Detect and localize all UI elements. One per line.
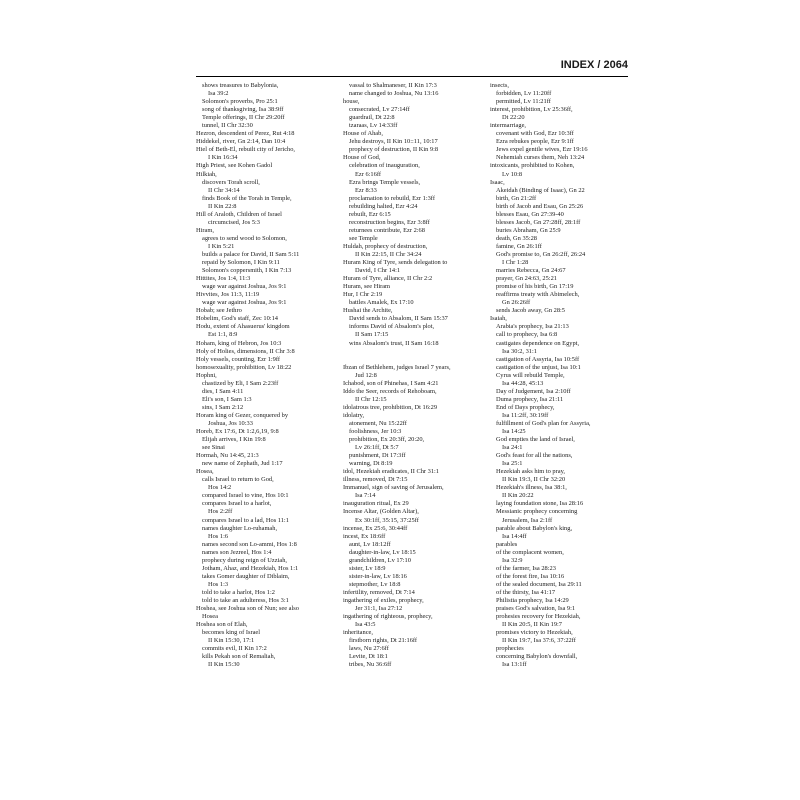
index-subentry: II Kin 20:22 <box>502 492 534 500</box>
index-subentry: Lv 26:1ff, Dt 5:7 <box>355 444 399 452</box>
index-subentry: Ex 30:1ff, 35:15, 37:25ff <box>355 516 419 524</box>
index-subentry: compares Israel to a harlot, <box>202 500 272 508</box>
index-subentry: promises victory to Hezekiah, <box>496 629 573 637</box>
index-entry: Incense Altar, (Golden Altar), <box>343 508 419 516</box>
index-subentry: see Sinai <box>202 444 225 452</box>
index-entry: idolatry, <box>343 411 365 419</box>
index-entry: Hormah, Nu 14:45, 21:3 <box>196 452 259 460</box>
index-subentry: Day of Judgement, Isa 2:10ff <box>496 387 571 395</box>
index-entry: Hoham, king of Hebron, Jos 10:3 <box>196 339 282 347</box>
index-subentry: of the sealed document, Isa 29:11 <box>496 580 582 588</box>
index-entry: Horeb, Ex 17:6, Dt 1:2,6,19, 9:8 <box>196 428 279 436</box>
index-subentry: Messianic prophecy concerning <box>496 508 578 516</box>
index-subentry: atonement, Nu 15:22ff <box>349 419 407 427</box>
index-subentry: Isa 13:1ff <box>502 661 527 669</box>
index-subentry: David sends to Absalom, II Sam 15:37 <box>349 315 448 323</box>
index-subentry: Gn 26:26ff <box>502 299 531 307</box>
index-subentry: promise of his birth, Gn 17:19 <box>496 283 574 291</box>
index-subentry: II Kin 19:3, II Chr 32:20 <box>502 476 566 484</box>
index-subentry: parable about Babylon's king, <box>496 524 573 532</box>
index-subentry: of the farmer, Isa 28:23 <box>496 564 556 572</box>
index-subentry: see Temple <box>349 234 378 242</box>
index-subentry: tunnel, II Chr 32:30 <box>202 122 253 130</box>
index-subentry: blesses Esau, Gn 27:39-40 <box>496 210 564 218</box>
index-subentry: chastized by Eli, I Sam 2:23ff <box>202 379 279 387</box>
index-subentry: consecrated, Lv 27:14ff <box>349 106 410 114</box>
index-subentry: Lv 10:8 <box>502 170 523 178</box>
index-subentry: discovers Torah scroll, <box>202 178 260 186</box>
index-subentry: reconstruction begins, Ezr 3:8ff <box>349 218 430 226</box>
index-column-3 <box>490 82 627 669</box>
index-subentry: repaid by Solomon, I Kin 9:11 <box>202 259 280 267</box>
index-subentry: death, Gn 35:28 <box>496 234 537 242</box>
index-subentry: stepmother, Lv 18:8 <box>349 580 401 588</box>
index-subentry: permitted, Lv 11:21ff <box>496 98 551 106</box>
index-entry: Holy vessels, counting, Ezr 1:9ff <box>196 355 281 363</box>
index-subentry: birth, Gn 21:2ff <box>496 194 537 202</box>
index-subentry: shows treasures to Babylonia, <box>202 82 279 89</box>
index-entry: Isaiah, <box>490 315 507 323</box>
index-subentry: told to take a harlot, Hos 1:2 <box>202 588 275 596</box>
index-subentry: marries Rebecca, Gn 24:67 <box>496 267 566 275</box>
index-subentry: tzaraas, Lv 14:33ff <box>349 122 398 130</box>
index-entry: idolatrous tree, prohibition, Dt 16:29 <box>343 403 438 411</box>
index-subentry: I Chr 1:28 <box>502 259 529 267</box>
index-subentry: circumcised, Jos 5:3 <box>208 218 261 226</box>
index-subentry: Jehu destroys, II Kin 10::11, 10:17 <box>349 138 438 146</box>
index-subentry: Nehemiah curses them, Neh 13:24 <box>496 154 585 162</box>
index-subentry: II Kin 19:7, Isa 37:6, 37:22ff <box>502 637 576 645</box>
index-subentry: agrees to send wood to Solomon, <box>202 234 287 242</box>
index-subentry: Isa 44:28, 45:13 <box>502 379 544 387</box>
index-entry: Hophni, <box>196 371 217 379</box>
index-subentry: firstborn rights, Dt 21:16ff <box>349 637 418 645</box>
index-subentry: covenant with God, Ezr 10:3ff <box>496 130 574 138</box>
index-subentry: sins, I Sam 2:12 <box>202 403 244 411</box>
index-subentry: Cyrus will rebuild Temple, <box>496 371 565 379</box>
index-entry: Hobab; see Jethro <box>196 307 242 315</box>
index-subentry: sister-in-law, Lv 18:16 <box>349 572 407 580</box>
index-entry: Ichabod, son of Phinehas, I Sam 4:21 <box>343 379 439 387</box>
index-entry: intoxicants, prohibited to Kohen, <box>490 162 575 170</box>
index-subentry: II Chr 12:15 <box>355 395 387 403</box>
index-entry: homosexuality, prohibition, Lv 18:22 <box>196 363 292 371</box>
index-subentry: name changed to Joshua, Nu 13:16 <box>349 90 439 98</box>
index-subentry: wins Absalom's trust, II Sam 16:18 <box>349 339 439 347</box>
index-entry: Iddo the Seer, records of Rehoboam, <box>343 387 437 395</box>
index-entry: incest, Ex 18:6ff <box>343 532 386 540</box>
index-subentry: call to prophecy, Isa 6:8 <box>496 331 558 339</box>
index-entry: Hivvites, Jos 11:3, 11:19 <box>196 291 260 299</box>
index-subentry: warning, Dt 8:19 <box>349 460 393 468</box>
index-subentry: of the forest fire, Isa 10:16 <box>496 572 565 580</box>
index-subentry: Isa 43:5 <box>355 621 376 629</box>
index-entry: Hobelim, God's staff, Zec 10:14 <box>196 315 278 323</box>
index-entry: Hiram, <box>196 226 214 234</box>
index-subentry: Eli's son, I Sam 1:3 <box>202 395 252 403</box>
index-subentry: returnees contribute, Ezr 2:68 <box>349 226 425 234</box>
index-subentry: foolishness, Jer 10:3 <box>349 428 402 436</box>
index-entry: Hushai the Archite, <box>343 307 393 315</box>
index-entry: Huram, see Hiram <box>343 283 391 291</box>
index-subentry: takes Gomer daughter of Diblaim, <box>202 572 290 580</box>
index-subentry: builds a palace for David, II Sam 5:11 <box>202 250 300 258</box>
index-entry: Huldah, prophecy of destruction, <box>343 242 428 250</box>
index-subentry: praises God's salvation, Isa 9:1 <box>496 605 576 613</box>
section-gap <box>343 348 480 356</box>
index-subentry: song of thanksgiving, Isa 38:9ff <box>202 106 284 114</box>
index-subentry: Jer 31:1, Isa 27:12 <box>355 605 403 613</box>
index-subentry: II Sam 17:15 <box>355 331 389 339</box>
index-subentry: punishment, Dt 17:3ff <box>349 452 406 460</box>
index-subentry: Solomon's proverbs, Pro 25:1 <box>202 98 278 106</box>
index-entry: Hittites, Jos 1:4, 11:3 <box>196 275 251 283</box>
index-entry: house, <box>343 98 360 106</box>
index-subentry: Duma prophecy, Isa 21:11 <box>496 395 564 403</box>
index-subentry: reaffirms treaty with Abimelech, <box>496 291 580 299</box>
index-entry: Hoshea, see Joshua son of Nun; see also <box>196 605 299 613</box>
index-entry: Hiddekel, river, Gn 2:14, Dan 10:4 <box>196 138 286 146</box>
index-subentry: compared Israel to vine, Hos 10:1 <box>202 492 289 500</box>
index-subentry: forbidden, Lv 11:20ff <box>496 90 552 98</box>
index-subentry: names daughter Lo-ruhamah, <box>202 524 278 532</box>
index-subentry: aunt, Lv 18:12ff <box>349 540 391 548</box>
index-subentry: Isa 39:2 <box>208 90 229 98</box>
index-subentry: prophecies <box>496 645 524 653</box>
index-subentry: birth of Jacob and Esau, Gn 25:26 <box>496 202 584 210</box>
index-entry: Hill of Araloth, Children of Israel <box>196 210 282 218</box>
index-entry: illness, removed, Dt 7:15 <box>343 476 408 484</box>
index-subentry: Est 1:1, 8:9 <box>208 331 238 339</box>
index-subentry: concerning Babylon's downfall, <box>496 653 578 661</box>
index-subentry: informs David of Absalom's plot, <box>349 323 435 331</box>
index-entry: Huram King of Tyre, sends delegation to <box>343 259 448 267</box>
index-subentry: sister, Lv 18:9 <box>349 564 386 572</box>
index-subentry: rebuilt, Ezr 6:15 <box>349 210 391 218</box>
index-subentry: parables <box>496 540 518 548</box>
index-entry: Hilkiah, <box>196 170 217 178</box>
index-entry: Hosea, <box>196 468 214 476</box>
index-entry: Ibzan of Bethlehem, judges Israel 7 years, <box>343 363 451 371</box>
index-subentry: II Kin 15:30 <box>208 661 240 669</box>
index-subentry: Isa 24:1 <box>502 444 523 452</box>
index-subentry: tribes, Nu 36:6ff <box>349 661 392 669</box>
index-subentry: castigation of Assyria, Isa 10:5ff <box>496 355 580 363</box>
index-subentry: Levite, Dt 18:1 <box>349 653 388 661</box>
index-subentry: Ezr 6:16ff <box>355 170 381 178</box>
index-entry: ingathering of righteous, prophecy, <box>343 613 433 621</box>
index-subentry: Philistia prophecy, Isa 14:29 <box>496 597 569 604</box>
index-subentry: castigation of the unjust, Isa 10:1 <box>496 363 581 371</box>
page-title: INDEX / 2064 <box>560 59 628 71</box>
index-entry: insects, <box>490 82 509 89</box>
index-entry: inauguration ritual, Ex 29 <box>343 500 409 508</box>
index-entry: Huram of Tyre, alliance, II Chr 2:2 <box>343 275 433 283</box>
index-subentry: wage war against Joshua, Jos 9:1 <box>202 299 287 307</box>
index-subentry: of the complacent women, <box>496 548 564 556</box>
index-entry: Isaac, <box>490 178 505 186</box>
index-subentry: celebration of inauguration, <box>349 162 420 170</box>
index-subentry: prayer, Gn 24:63, 25:21 <box>496 275 557 283</box>
index-subentry: Isa 30:2, 31:1 <box>502 347 537 355</box>
index-subentry: prophecy of destruction, II Kin 9:8 <box>349 146 439 154</box>
index-subentry: II Kin 20:5, II Kin 19:7 <box>502 621 562 629</box>
index-subentry: God's promise to, Gn 26:2ff, 26:24 <box>496 250 586 258</box>
index-subentry: End of Days prophecy, <box>496 403 555 411</box>
index-subentry: Ezr 8:33 <box>355 186 377 194</box>
index-column-2 <box>343 82 480 669</box>
index-subentry: II Chr 34:14 <box>208 186 240 194</box>
index-subentry: I Kin 16:34 <box>208 154 238 162</box>
index-entry: High Priest, see Kohen Gadol <box>196 162 273 170</box>
index-subentry: God empties the land of Israel, <box>496 436 575 444</box>
index-subentry: Jerusalem, Isa 2:1ff <box>502 516 553 524</box>
index-subentry: fulfillment of God's plan for Assyria, <box>496 419 591 427</box>
index-subentry: Jotham, Ahaz, and Hezekiah, Hos 1:1 <box>202 564 299 572</box>
index-entry: Hezron, descendent of Perez, Rut 4:18 <box>196 130 295 138</box>
index-entry: infertility, removed, Dt 7:14 <box>343 588 415 596</box>
index-subentry: Ezra brings Temple vessels, <box>349 178 421 186</box>
index-subentry: rebuilding halted, Ezr 4:24 <box>349 202 418 210</box>
index-subentry: grandchildren, Lv 17:10 <box>349 556 411 564</box>
index-subentry: compares Israel to a lad, Hos 11:1 <box>202 516 289 524</box>
index-entry: interest, prohibition, Lv 25:36ff, <box>490 106 573 114</box>
index-entry: intermarriage, <box>490 122 527 130</box>
index-subentry: Isa 11:2ff, 30:19ff <box>502 411 549 419</box>
index-subentry: Isa 14:25 <box>502 428 526 436</box>
section-gap <box>343 356 480 364</box>
index-subentry: new name of Zephath, Jud 1:17 <box>202 460 283 468</box>
index-subentry: becomes king of Israel <box>202 629 261 637</box>
index-subentry: Hezekiah asks him to pray, <box>496 468 565 476</box>
index-subentry: Isa 32:9 <box>502 556 523 564</box>
index-subentry: calls Israel to return to God, <box>202 476 274 484</box>
index-entry: House of God, <box>343 154 381 162</box>
index-subentry: Isa 14:4ff <box>502 532 527 540</box>
index-subentry: Hos 1:6 <box>208 532 229 540</box>
index-subentry: II Kin 15:30, 17:1 <box>208 637 255 645</box>
index-subentry: Solomon's coppersmith, I Kin 7:13 <box>202 267 292 275</box>
index-subentry: Isa 7:14 <box>355 492 376 500</box>
index-subentry: names second son Lo-ammi, Hos 1:8 <box>202 540 297 548</box>
index-entry: Immanuel, sign of saving of Jerusalem, <box>343 484 444 492</box>
index-subentry: blesses Jacob, Gn 27:28ff, 28:1ff <box>496 218 581 226</box>
index-subentry: daughter-in-law, Lv 18:15 <box>349 548 416 556</box>
index-subentry: sends Jacob away, Gn 28:5 <box>496 307 565 315</box>
index-subentry: names son Jezreel, Hos 1:4 <box>202 548 272 556</box>
index-subentry: God's feast for all the nations, <box>496 452 573 460</box>
index-entry: Hodu, extent of Ahasuerus' kingdom <box>196 323 290 331</box>
index-entry: Hoshea son of Elah, <box>196 621 248 629</box>
index-subentry: proclamation to rebuild, Ezr 1:3ff <box>349 194 435 202</box>
index-subentry: vassal to Shalmaneser, II Kin 17:3 <box>349 82 437 89</box>
index-subentry: laws, Nu 27:6ff <box>349 645 389 653</box>
index-subentry: Jews expel gentile wives, Ezr 19:16 <box>496 146 588 154</box>
index-subentry: Jud 12:8 <box>355 371 377 379</box>
index-subentry: I Kin 5:21 <box>208 242 235 250</box>
index-subentry: Joshua, Jos 10:33 <box>208 419 253 427</box>
index-subentry: David, I Chr 14:1 <box>355 267 401 275</box>
index-subentry: battles Amalek, Ex 17:10 <box>349 299 414 307</box>
index-subentry: buries Abraham, Gn 25:9 <box>496 226 561 234</box>
index-subentry: II Kin 22:8 <box>208 202 237 210</box>
index-subentry: Isa 25:1 <box>502 460 523 468</box>
index-subentry: Ezra rebukes people, Ezr 9:1ff <box>496 138 574 146</box>
index-subentry: prohesies recovery for Hezekiah, <box>496 613 581 621</box>
index-subentry: kills Pekah son of Remaliah, <box>202 653 276 661</box>
index-subentry: dies, I Sam 4:11 <box>202 387 244 395</box>
index-column-1 <box>196 82 333 669</box>
index-entry: inheritance, <box>343 629 373 637</box>
index-subentry: laying foundation stone, Isa 28:16 <box>496 500 584 508</box>
index-entry: ingathering of exiles, prophecy, <box>343 597 424 604</box>
index-subentry: told to take an adulteress, Hos 3:1 <box>202 597 289 604</box>
index-subentry: Hezekiah's illness, Isa 38:1, <box>496 484 567 492</box>
index-subentry: famine, Gn 26:1ff <box>496 242 542 250</box>
index-subentry: wage war against Joshua, Jos 9:1 <box>202 283 287 291</box>
page-header <box>196 58 628 77</box>
index-subentry: Akeidah (Binding of Isaac), Gn 22 <box>496 186 585 194</box>
index-subentry: of the thirsty, Isa 41:17 <box>496 588 556 596</box>
index-subentry: Arabia's prophecy, Isa 21:13 <box>496 323 569 331</box>
index-subentry: commits evil, II Kin 17:2 <box>202 645 267 653</box>
index-entry: incense, Ex 25:6, 30:44ff <box>343 524 408 532</box>
index-subentry: Hos 1:3 <box>208 580 229 588</box>
index-subentry: II Kin 22:15, II Chr 34:24 <box>355 250 422 258</box>
index-columns <box>196 82 628 669</box>
index-entry: Holy of Holies, dimensions, II Chr 3:8 <box>196 347 295 355</box>
index-subentry: Elijah arrives, I Kin 19:8 <box>202 436 266 444</box>
index-subentry: castigates dependence on Egypt, <box>496 339 580 347</box>
index-subentry: Hos 14:2 <box>208 484 232 492</box>
index-subentry: Hosea <box>202 613 218 621</box>
index-subentry: prophecy during reign of Uzziah, <box>202 556 288 564</box>
index-subentry: Hos 2:2ff <box>208 508 233 516</box>
index-entry: Hur, I Chr 2:19 <box>343 291 383 299</box>
index-subentry: Temple offerings, II Chr 29:20ff <box>202 114 285 122</box>
index-subentry: finds Book of the Torah in Temple, <box>202 194 292 202</box>
index-subentry: prohibition, Ex 20:3ff, 20:20, <box>349 436 425 444</box>
index-subentry: Dt 22:20 <box>502 114 525 122</box>
index-entry: House of Ahab, <box>343 130 383 138</box>
index-entry: Hiel of Beth-El, rebuilt city of Jericho, <box>196 146 296 154</box>
index-entry: Horam king of Gezer, conquered by <box>196 411 289 419</box>
index-entry: idol, Hezekiah eradicates, II Chr 31:1 <box>343 468 439 476</box>
index-subentry: guardrail, Dt 22:8 <box>349 114 395 122</box>
